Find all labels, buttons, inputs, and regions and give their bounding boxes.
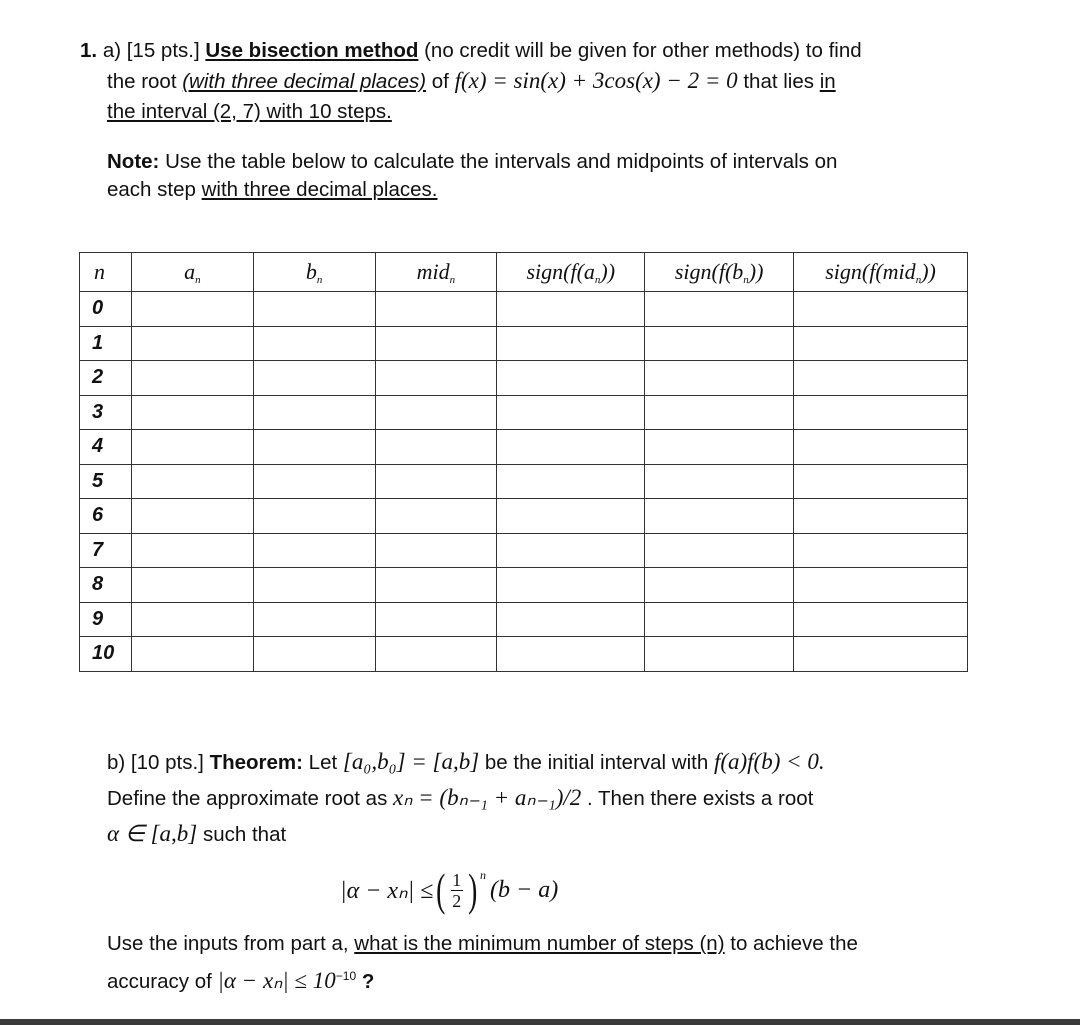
a-cell[interactable] [131, 568, 253, 603]
b-cell[interactable] [253, 326, 375, 361]
sign-fb-cell[interactable] [645, 361, 794, 396]
a-cell[interactable] [131, 326, 253, 361]
question-text: what is the minimum number of steps (n) [354, 932, 725, 955]
table-row [80, 637, 968, 672]
a-cell[interactable] [131, 637, 253, 672]
of-text: of [431, 70, 449, 93]
question-part-b [107, 744, 977, 852]
b-cell[interactable] [253, 430, 375, 465]
a-cell[interactable] [131, 430, 253, 465]
step-number: 7 [80, 533, 132, 568]
table-row [80, 568, 968, 603]
part-a-label: a) [15 pts.] [102, 39, 200, 62]
header-sign-fb: $sign(f(b_n))$ [645, 253, 794, 292]
in-text: in [819, 70, 836, 93]
sign-fa-cell[interactable] [497, 499, 645, 534]
a-cell[interactable] [131, 533, 253, 568]
mid-cell[interactable] [375, 326, 497, 361]
step-number: 6 [80, 499, 132, 534]
mid-cell[interactable] [375, 430, 497, 465]
sign-fa-cell[interactable] [497, 602, 645, 637]
header-mid: mid$_n$ [375, 253, 497, 292]
header-b: $b_n$ [253, 253, 375, 292]
part-b-label: b) [10 pts.] [107, 751, 204, 774]
sign-fmid-cell[interactable] [794, 292, 968, 327]
mid-cell[interactable] [375, 361, 497, 396]
header-sign-fmid: sign(f(mid$_n$)) [794, 253, 968, 292]
sign-fa-cell[interactable] [497, 361, 645, 396]
b-cell[interactable] [253, 395, 375, 430]
a-cell[interactable] [131, 395, 253, 430]
step-number: 10 [80, 637, 132, 672]
interval-text: the interval (2, 7) with 10 steps. [107, 100, 392, 123]
then-text: . Then there exists a root [586, 787, 814, 810]
part-a-line-1 [80, 36, 970, 66]
mid-cell[interactable] [375, 637, 497, 672]
question-mark: ? [361, 969, 375, 993]
use-inputs-text: Use the inputs from part a, [107, 932, 349, 955]
let-text: Let [308, 751, 338, 774]
b-cell[interactable] [253, 292, 375, 327]
table-row [80, 430, 968, 465]
part-a-line-3 [80, 97, 970, 127]
sign-fa-cell[interactable] [497, 568, 645, 603]
b-cell[interactable] [253, 361, 375, 396]
note-underlined: with three decimal places. [201, 178, 438, 201]
step-number: 8 [80, 568, 132, 603]
equation: f(x) = sin(x) + 3cos(x) − 2 = 0 [454, 68, 738, 93]
step-number: 9 [80, 602, 132, 637]
step-number: 5 [80, 464, 132, 499]
sign-fb-cell[interactable] [645, 326, 794, 361]
sign-fa-cell[interactable] [497, 637, 645, 672]
lies-text: that lies [743, 70, 814, 93]
table-row [80, 464, 968, 499]
sign-fb-cell[interactable] [645, 292, 794, 327]
sign-fmid-cell[interactable] [794, 430, 968, 465]
note-line2: each step [107, 178, 196, 201]
sign-fb-cell[interactable] [645, 533, 794, 568]
sign-fa-cell[interactable] [497, 292, 645, 327]
achieve-text: to achieve the [730, 932, 858, 955]
table-row [80, 361, 968, 396]
sign-fmid-cell[interactable] [794, 568, 968, 603]
alpha-in-interval: α ∈ [a,b] [107, 821, 198, 846]
header-sign-fa: $sign(f(a_n))$ [497, 253, 645, 292]
sign-fa-cell[interactable] [497, 533, 645, 568]
note [107, 148, 977, 204]
table-row [80, 292, 968, 327]
mid-cell[interactable] [375, 568, 497, 603]
table-row [80, 533, 968, 568]
note-text: Use the table below to calculate the intervals and midpoints of intervals on [165, 150, 838, 173]
method-tail: (no credit will be given for other methods) to find [424, 39, 862, 62]
mid-cell[interactable] [375, 602, 497, 637]
b-cell[interactable] [253, 568, 375, 603]
sign-fb-cell[interactable] [645, 499, 794, 534]
table-row [80, 499, 968, 534]
header-a: $a_n$ [131, 253, 253, 292]
step-number: 4 [80, 430, 132, 465]
interval-eq: [a₀,b₀] = [a,b] [342, 749, 480, 774]
b-cell[interactable] [253, 499, 375, 534]
step-number: 3 [80, 395, 132, 430]
condition: f(a)f(b) < 0. [713, 749, 825, 774]
mid-cell[interactable] [375, 395, 497, 430]
sign-fa-cell[interactable] [497, 430, 645, 465]
sign-fb-cell[interactable] [645, 637, 794, 672]
sign-fmid-cell[interactable] [794, 637, 968, 672]
b-cell[interactable] [253, 464, 375, 499]
accuracy-text: accuracy of [107, 969, 212, 993]
method-name: Use bisection method [205, 39, 419, 62]
sign-fmid-cell[interactable] [794, 361, 968, 396]
formula-lhs: |α − xₙ| ≤ [340, 877, 434, 904]
a-cell[interactable] [131, 292, 253, 327]
sign-fb-cell[interactable] [645, 395, 794, 430]
final-question [107, 928, 977, 992]
sign-fa-cell[interactable] [497, 326, 645, 361]
table-row [80, 602, 968, 637]
b-cell[interactable] [253, 602, 375, 637]
root-text: the root [107, 70, 177, 93]
approx-root: xₙ = (bₙ₋₁ + aₙ₋₁)/2 [393, 785, 582, 810]
note-label: Note: [107, 150, 160, 173]
sign-fb-cell[interactable] [645, 602, 794, 637]
theorem-label: Theorem: [209, 751, 303, 774]
sign-fmid-cell[interactable] [794, 395, 968, 430]
error-bound-formula: |α − xₙ| ≤ ( $\frac{1}{2}$ ) $^n$ (b − a) [340, 864, 559, 915]
precision-text: (with three decimal places) [182, 70, 427, 93]
mid-cell[interactable] [375, 292, 497, 327]
table-header-row [80, 253, 968, 292]
step-number: 1 [80, 326, 132, 361]
a-cell[interactable] [131, 464, 253, 499]
question-number: 1. [80, 39, 98, 62]
table-row [80, 326, 968, 361]
initial-text: be the initial interval with [484, 751, 709, 774]
formula-rhs: (b − a) [490, 876, 559, 903]
part-a-line-2 [80, 66, 970, 97]
sign-fmid-cell[interactable] [794, 602, 968, 637]
a-cell[interactable] [131, 361, 253, 396]
step-number: 0 [80, 292, 132, 327]
sign-fb-cell[interactable] [645, 430, 794, 465]
bisection-table [79, 252, 968, 672]
a-cell[interactable] [131, 602, 253, 637]
sign-fb-cell[interactable] [645, 464, 794, 499]
sign-fa-cell[interactable] [497, 464, 645, 499]
sign-fb-cell[interactable] [645, 568, 794, 603]
accuracy-expr: |α − xₙ| ≤ 10 [217, 967, 336, 993]
accuracy-exp: −10 [335, 969, 357, 983]
b-cell[interactable] [253, 637, 375, 672]
step-number: 2 [80, 361, 132, 396]
b-cell[interactable] [253, 533, 375, 568]
mid-cell[interactable] [375, 533, 497, 568]
sign-fa-cell[interactable] [497, 395, 645, 430]
such-that: such that [202, 823, 287, 846]
sign-fmid-cell[interactable] [794, 499, 968, 534]
header-n: n [80, 253, 132, 292]
mid-cell[interactable] [375, 464, 497, 499]
mid-cell[interactable] [375, 499, 497, 534]
sign-fmid-cell[interactable] [794, 533, 968, 568]
table-row [80, 395, 968, 430]
sign-fmid-cell[interactable] [794, 464, 968, 499]
a-cell[interactable] [131, 499, 253, 534]
sign-fmid-cell[interactable] [794, 326, 968, 361]
bottom-divider [0, 1019, 1080, 1025]
question-part-a [80, 36, 970, 127]
define-text: Define the approximate root as [107, 787, 388, 810]
